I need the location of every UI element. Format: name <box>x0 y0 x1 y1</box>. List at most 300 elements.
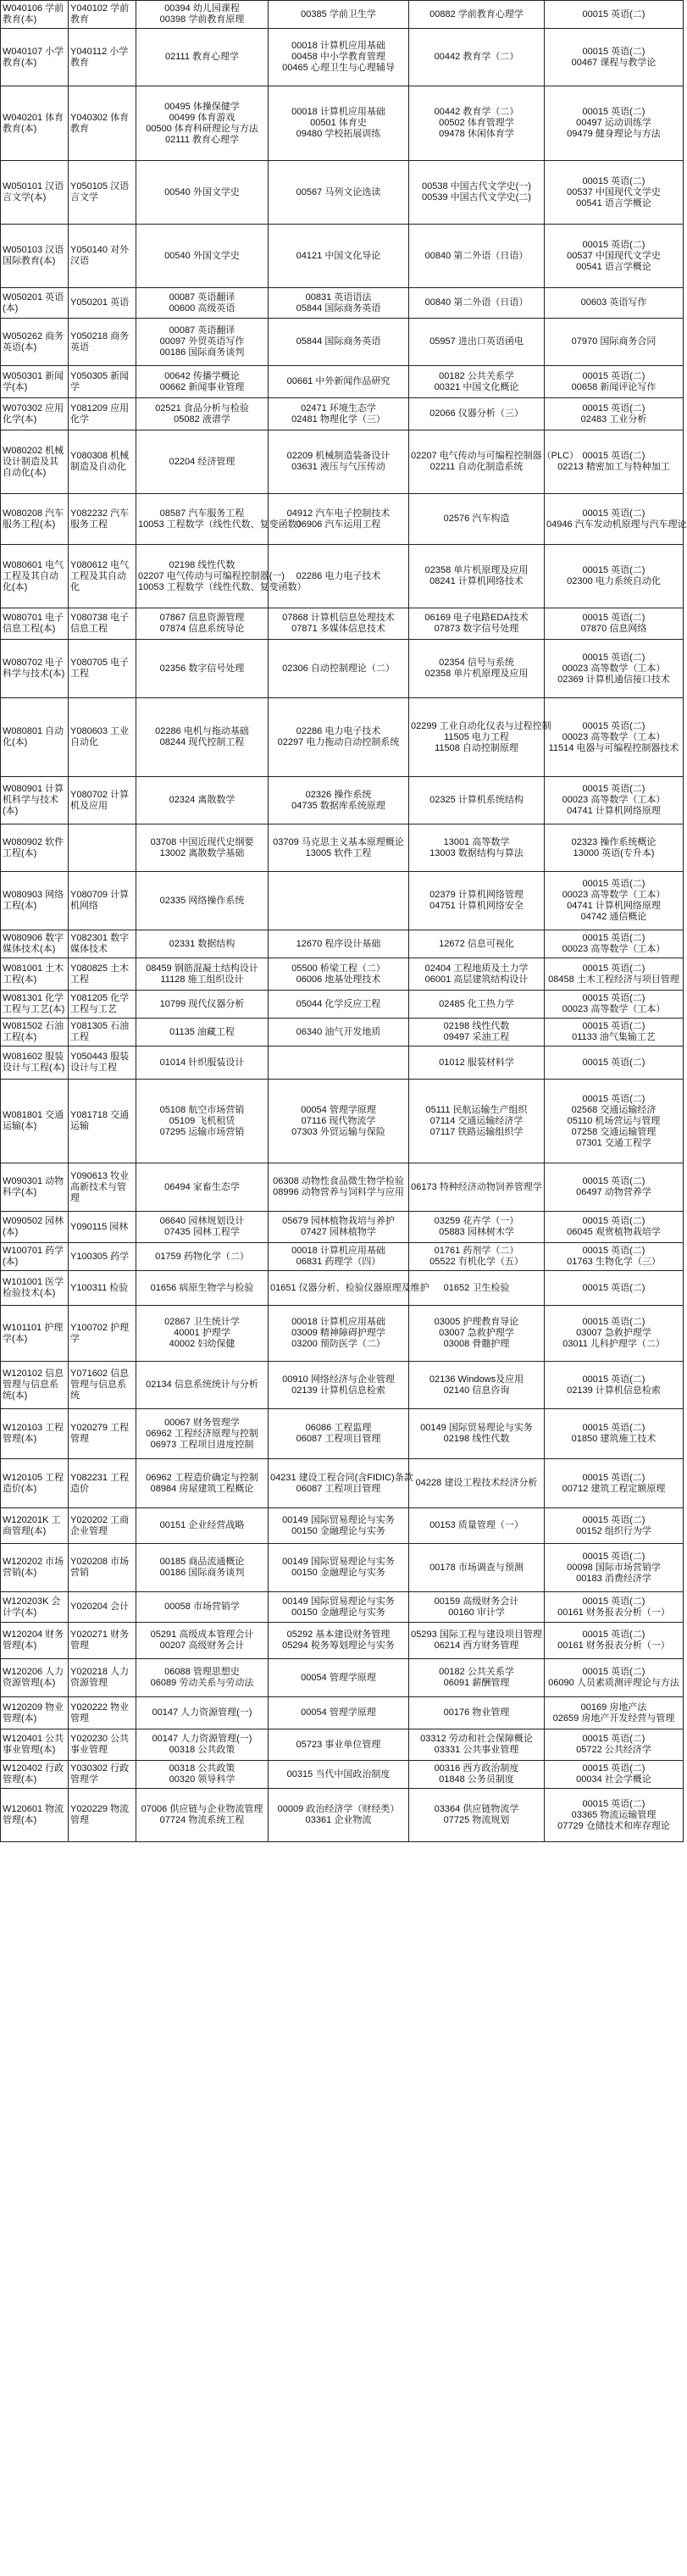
course-item: 00087 英语翻译 <box>169 291 235 303</box>
course-item: 00160 审计学 <box>448 1607 505 1618</box>
course-cell <box>409 288 545 319</box>
major-name-cell: W120201K 工商管理(本) <box>1 1508 69 1544</box>
major-name-cell: W080902 软件工程(本) <box>1 824 69 872</box>
course-cell <box>269 1729 409 1761</box>
course-cell <box>409 545 545 608</box>
course-item: 06340 油气开发地质 <box>296 1026 381 1037</box>
major-name-cell: W081001 土木工程(本) <box>1 958 69 991</box>
course-item: 00465 心理卫生与心理辅导 <box>282 63 395 73</box>
course-cell <box>545 494 687 545</box>
course-cell <box>136 1019 269 1046</box>
course-cell <box>136 640 269 698</box>
course-cell <box>545 1212 684 1243</box>
course-cell <box>269 545 409 608</box>
course-item: 01652 卫生检验 <box>443 1282 510 1293</box>
course-cell <box>545 29 684 86</box>
course-item: 00015 英语(二) <box>582 1021 645 1031</box>
course-item: 00541 语言学概论 <box>576 261 651 272</box>
table-row <box>1 991 684 1019</box>
course-item: 10053 工程数学（线性代数、复变函数） <box>138 581 307 592</box>
course-item: 03312 劳动和社会保障概论 <box>420 1734 533 1744</box>
course-cell <box>269 958 409 991</box>
course-item: 00207 高级财务会计 <box>159 1641 245 1651</box>
course-item: 06497 动物营养学 <box>576 1187 651 1197</box>
source-major-cell: Y080308 机械制造及自动化 <box>69 430 136 494</box>
course-item: 00882 学前教育心理学 <box>429 8 524 19</box>
course-item: 07867 信息资源管理 <box>159 613 245 623</box>
course-cell <box>409 1544 545 1592</box>
course-item: 09497 采油工程 <box>443 1032 510 1042</box>
course-item: 02404 工程地质及土力学 <box>424 963 529 974</box>
course-cell <box>409 319 545 366</box>
course-item: 02521 食品分析与检验 <box>155 402 249 414</box>
course-cell <box>545 1592 684 1623</box>
course-cell <box>269 1212 409 1243</box>
source-major-cell: Y071602 信息管理与信息系统 <box>69 1362 136 1409</box>
course-item: 00600 高级英语 <box>169 303 235 314</box>
source-major-cell <box>69 824 136 872</box>
course-item: 00385 学前卫生学 <box>301 8 376 19</box>
course-item: 02209 机械制造装备设计 <box>286 451 391 461</box>
course-item: 00054 管理学原理 <box>301 1104 376 1115</box>
course-item: 06973 工程项目进度控制 <box>150 1439 254 1450</box>
table-row <box>1 1080 684 1163</box>
course-item: 00185 商品流通概论 <box>159 1557 245 1567</box>
major-name-cell: W040201 体育教育(本) <box>1 86 69 161</box>
course-item: 00023 高等数学（工本） <box>562 890 666 900</box>
source-major-cell: Y082301 数字媒体技术 <box>69 930 136 958</box>
course-cell <box>269 1163 409 1212</box>
course-cell <box>545 1163 684 1212</box>
course-cell <box>545 1409 684 1459</box>
course-cell <box>545 991 684 1019</box>
source-major-cell: Y050105 汉语言文学 <box>69 161 136 225</box>
course-item: 07295 运输市场营销 <box>159 1126 245 1137</box>
course-item: 40001 护理学 <box>174 1328 230 1338</box>
course-item: 11514 电器与可编程控制器技术 <box>548 742 679 753</box>
course-item: 00182 公共关系学 <box>439 1667 514 1677</box>
course-cell <box>409 824 545 872</box>
course-cell <box>409 1362 545 1409</box>
source-major-cell: Y082232 汽车服务工程 <box>69 494 136 545</box>
course-cell <box>136 824 269 872</box>
major-name-cell: W120206 人力资源管理(本) <box>1 1659 69 1697</box>
course-item: 00015 英语(二) <box>582 1734 645 1744</box>
course-item: 00186 国际商务谈判 <box>159 1568 245 1578</box>
course-item: 00394 幼儿园课程 <box>164 3 240 14</box>
course-cell <box>136 1212 269 1243</box>
course-cell <box>545 698 684 777</box>
course-item: 02134 信息系统统计与分析 <box>146 1380 258 1390</box>
course-cell <box>409 1 545 29</box>
course-item: 04228 建设工程技术经济分析 <box>415 1478 538 1488</box>
course-cell <box>545 1659 684 1697</box>
course-item: 00152 组织行为学 <box>576 1525 651 1536</box>
course-cell <box>545 288 684 319</box>
course-item: 07874 信息系统导论 <box>159 624 245 634</box>
course-item: 00541 语言学概论 <box>576 197 651 208</box>
course-item: 03365 物流运输管理 <box>571 1809 657 1820</box>
course-item: 00500 体育科研理论与方法 <box>146 123 258 134</box>
course-item: 03331 公共事业管理 <box>434 1745 519 1755</box>
source-major-cell: Y030302 行政管理学 <box>69 1761 136 1789</box>
course-item: 00321 中国文化概论 <box>434 381 519 392</box>
course-item: 00018 计算机应用基础 <box>291 41 385 51</box>
course-item: 00567 马列文论选读 <box>296 186 381 197</box>
course-cell <box>409 1729 545 1761</box>
course-item: 00015 英语(二) <box>582 1667 645 1677</box>
course-item: 00501 体育史 <box>310 118 367 128</box>
course-cell <box>136 1508 269 1544</box>
course-item: 02576 汽车构造 <box>443 514 510 524</box>
course-item: 00178 市场调查与预测 <box>429 1562 524 1573</box>
course-cell <box>269 1789 409 1842</box>
course-item: 00015 英语(二) <box>582 1551 645 1562</box>
course-cell <box>545 1 684 29</box>
course-item: 00018 计算机应用基础 <box>291 1246 385 1256</box>
course-cell <box>545 1544 684 1592</box>
course-item: 01761 药剂学（二） <box>434 1246 519 1256</box>
table-row <box>1 225 684 288</box>
course-cell <box>409 1080 545 1163</box>
course-item: 00150 金融理论与实务 <box>291 1607 385 1618</box>
course-item: 00015 英语(二) <box>582 451 645 461</box>
course-item: 00023 高等数学（工本） <box>562 663 666 674</box>
course-item: 03009 精神障碍护理学 <box>291 1328 385 1338</box>
course-item: 00169 房地产法 <box>580 1702 647 1713</box>
course-cell <box>136 86 269 161</box>
course-item: 05957 进出口英语函电 <box>429 336 524 347</box>
source-major-cell: Y081718 交通运输 <box>69 1080 136 1163</box>
source-major-cell: Y090613 牧业高新技术与管理 <box>69 1163 136 1212</box>
course-item: 02140 信息咨询 <box>443 1385 510 1396</box>
course-item: 07724 物流系统工程 <box>159 1815 245 1825</box>
course-cell <box>409 698 551 777</box>
course-item: 00183 消费经济学 <box>576 1573 651 1584</box>
course-item: 00318 公共政策 <box>169 1745 235 1755</box>
course-item: 05679 园林植物栽培与养护 <box>282 1216 395 1226</box>
course-item: 10799 现代仪器分析 <box>159 998 245 1009</box>
course-cell <box>136 1306 269 1362</box>
table-row <box>1 1459 684 1508</box>
course-item: 00153 质量管理（一） <box>429 1520 524 1530</box>
course-item: 02335 网络操作系统 <box>159 895 245 906</box>
course-item: 00910 网络经济与企业管理 <box>282 1374 395 1385</box>
course-item: 00540 外国文学史 <box>164 250 240 261</box>
course-item: 11128 施工组织设计 <box>160 974 244 985</box>
source-major-cell: Y080705 电子工程 <box>69 640 136 698</box>
source-major-cell: Y020202 工商企业管理 <box>69 1508 136 1544</box>
major-name-cell: W080202 机械设计制造及其自动化(本) <box>1 430 69 494</box>
course-item: 07301 交通工程学 <box>576 1137 651 1148</box>
course-cell <box>269 288 409 319</box>
course-item: 07725 物流规划 <box>443 1815 510 1825</box>
major-name-cell: W120103 工程管理(本) <box>1 1409 69 1459</box>
course-item: 00015 英语(二) <box>582 1629 645 1640</box>
course-item: 08244 现代控制工程 <box>159 737 245 747</box>
course-cell <box>409 29 545 86</box>
source-major-cell: Y050201 英语 <box>69 288 136 319</box>
course-item: 02471 环境生态学 <box>301 402 376 414</box>
source-major-cell: Y100311 检验 <box>69 1271 136 1306</box>
course-item: 02286 电机与拖动基础 <box>155 726 249 736</box>
course-item: 09480 学校拓展训练 <box>296 129 381 139</box>
table-body <box>1 1 687 1842</box>
major-name-cell: W090502 园林(本) <box>1 1212 69 1243</box>
course-cell <box>136 1697 269 1729</box>
major-name-cell: W120402 行政管理(本) <box>1 1761 69 1789</box>
course-item: 04912 汽车电子控制技术 <box>286 508 391 519</box>
course-item: 00015 英语(二) <box>582 879 645 889</box>
course-item: 00015 英语(二) <box>582 8 645 19</box>
course-cell <box>269 1019 409 1046</box>
course-cell <box>269 1544 409 1592</box>
table-row <box>1 1163 684 1212</box>
course-item: 00537 中国现代文学史 <box>567 250 661 261</box>
course-item: 07970 国际商务合同 <box>571 336 657 347</box>
course-cell <box>269 640 409 698</box>
course-cell <box>269 698 409 777</box>
course-item: 06214 西方财务管理 <box>434 1641 519 1651</box>
major-name-cell: W120209 物业管理(本) <box>1 1697 69 1729</box>
course-cell <box>545 1243 684 1271</box>
course-cell <box>409 1789 545 1842</box>
course-cell <box>269 1080 409 1163</box>
table-row <box>1 86 684 161</box>
course-cell <box>269 1459 413 1508</box>
course-item: 00539 中国古代文学史(二) <box>422 192 531 203</box>
course-item: 02198 线性代数 <box>169 559 235 570</box>
course-item: 06089 劳动关系与劳动法 <box>150 1678 254 1688</box>
major-name-cell: W101101 护理学(本) <box>1 1306 69 1362</box>
course-cell <box>136 1659 269 1697</box>
major-name-cell: W080801 自动化(本) <box>1 698 69 777</box>
course-item: 06962 工程经济原理与控制 <box>146 1428 258 1439</box>
course-item: 00015 英语(二) <box>582 613 645 623</box>
course-item: 00015 英语(二) <box>582 1514 645 1525</box>
course-item: 07870 信息网络 <box>580 624 647 634</box>
course-item: 00320 领导科学 <box>169 1774 235 1785</box>
course-item: 03709 马克思主义基本原理概论 <box>273 836 404 847</box>
course-item: 06169 电子电路EDA技术 <box>424 613 529 623</box>
course-item: 10053 工程数学（线性代数、复变函数） <box>138 519 307 530</box>
table-row <box>1 1697 684 1729</box>
course-item: 02358 单片机原理及应用 <box>424 669 529 679</box>
course-item: 09479 健身理论与方法 <box>567 129 661 139</box>
course-cell <box>136 872 269 930</box>
source-major-cell: Y020271 财务管理 <box>69 1623 136 1659</box>
course-item: 40002 妇幼保健 <box>169 1339 235 1349</box>
course-cell <box>269 1046 409 1080</box>
course-cell <box>409 1163 545 1212</box>
course-item: 04231 建设工程合同(含FIDIC)条款 <box>270 1472 413 1483</box>
course-item: 07427 园林植物学 <box>301 1227 376 1237</box>
table-row <box>1 366 684 398</box>
course-item: 00015 英语(二) <box>582 1176 645 1186</box>
course-cell <box>136 1761 269 1789</box>
course-cell <box>269 991 409 1019</box>
course-item: 00098 国际市场营销学 <box>567 1562 661 1573</box>
source-major-cell: Y020279 工程管理 <box>69 1409 136 1459</box>
course-item: 02323 操作系统概论 <box>571 836 657 847</box>
course-item: 00149 国际贸易理论与实务 <box>282 1596 395 1607</box>
course-cell <box>409 1508 545 1544</box>
table-row <box>1 608 684 640</box>
course-item: 00147 人力资源管理(一) <box>152 1707 252 1718</box>
course-item: 00458 中小学教育管理 <box>291 52 385 62</box>
course-item: 06006 地基处理技术 <box>296 974 381 985</box>
major-name-cell: W120202 市场营销(本) <box>1 1544 69 1592</box>
course-item: 06494 家畜生态学 <box>164 1181 240 1192</box>
course-item: 04751 计算机网络安全 <box>429 901 524 911</box>
course-item: 12672 信息可视化 <box>439 938 514 949</box>
table-row <box>1 824 684 872</box>
course-item: 00603 英语写作 <box>580 297 647 308</box>
course-item: 00067 财务管理学 <box>164 1417 240 1428</box>
major-name-cell: W040106 学前教育(本) <box>1 1 69 29</box>
course-cell <box>545 366 684 398</box>
course-item: 05293 国际工程与建设项目管理 <box>411 1629 542 1640</box>
course-item: 03708 中国近现代史纲要 <box>150 836 254 847</box>
course-cell <box>269 319 409 366</box>
course-cell <box>136 1544 269 1592</box>
course-item: 05291 高级成本管理会计 <box>150 1629 254 1640</box>
course-cell <box>409 1046 545 1080</box>
course-item: 05294 税务筹划理论与实务 <box>282 1641 395 1651</box>
table-row <box>1 1409 684 1459</box>
major-name-cell: W120105 工程造价(本) <box>1 1459 69 1508</box>
course-item: 01135 油藏工程 <box>169 1026 235 1037</box>
source-major-cell: Y020204 会计 <box>69 1592 136 1623</box>
course-cell <box>545 161 684 225</box>
course-cell <box>545 824 684 872</box>
course-item: 11505 电力工程 <box>444 731 509 742</box>
course-item: 00015 英语(二) <box>582 1317 645 1327</box>
course-item: 01014 针织服装设计 <box>159 1057 245 1068</box>
course-item: 02483 工业分析 <box>580 414 647 425</box>
major-name-cell: W090301 动物科学(本) <box>1 1163 69 1212</box>
course-cell <box>136 1623 269 1659</box>
course-item: 00150 金融理论与实务 <box>291 1568 385 1578</box>
course-cell <box>136 958 269 991</box>
course-item: 00658 新闻评论写作 <box>571 381 657 392</box>
course-item: 01133 油气集输工艺 <box>572 1032 656 1042</box>
course-item: 07006 供应链与企业物流管理 <box>141 1804 263 1814</box>
major-name-cell: W120102 信息管理与信息系统(本) <box>1 1362 69 1409</box>
course-item: 06086 工程监理 <box>305 1423 372 1433</box>
course-item: 00054 管理学原理 <box>301 1707 376 1718</box>
course-cell <box>545 319 684 366</box>
course-item: 06087 工程项目管理 <box>296 1434 381 1444</box>
source-major-cell: Y040112 小学教育 <box>69 29 136 86</box>
table-row <box>1 1 684 29</box>
course-item: 05844 国际商务英语 <box>296 336 381 347</box>
course-item: 07729 仓储技术和库存理论 <box>557 1820 670 1831</box>
course-item: 02211 自动化制造系统 <box>429 462 524 472</box>
major-name-cell: W050201 英语(本) <box>1 288 69 319</box>
course-cell <box>545 545 684 608</box>
course-item: 00015 英语(二) <box>582 239 645 250</box>
course-item: 12670 程序设计基础 <box>296 938 381 949</box>
course-item: 02485 化工热力学 <box>439 998 514 1009</box>
course-cell <box>545 1697 684 1729</box>
course-cell <box>136 1362 269 1409</box>
course-cell <box>269 1592 409 1623</box>
major-name-cell: W081502 石油工程(本) <box>1 1019 69 1046</box>
course-item: 06090 人员素质测评理论与方法 <box>548 1678 679 1688</box>
course-cell <box>545 958 684 991</box>
table-row <box>1 1544 684 1592</box>
table-row <box>1 1271 684 1306</box>
course-cell <box>409 1659 545 1697</box>
course-item: 00186 国际商务谈判 <box>159 347 245 358</box>
course-item: 02297 电力拖动自动控制系统 <box>277 737 400 747</box>
course-item: 07258 交通运输管理 <box>571 1126 657 1137</box>
course-cell <box>409 1623 545 1659</box>
course-item: 00538 中国古代文学史(一) <box>422 181 531 192</box>
course-item: 00442 教育学（二） <box>434 107 519 117</box>
course-item: 00642 传播学概论 <box>164 370 240 381</box>
course-cell <box>269 824 409 872</box>
course-cell <box>409 1409 545 1459</box>
course-cell <box>409 161 545 225</box>
course-item: 05044 化学反应工程 <box>296 998 381 1009</box>
course-item: 05111 民航运输生产组织 <box>425 1104 528 1115</box>
course-item: 00840 第二外语（日语） <box>424 250 529 261</box>
course-cell <box>409 1243 545 1271</box>
course-item: 00495 体操保健学 <box>164 101 240 112</box>
course-item: 13005 软件工程 <box>305 847 372 858</box>
course-cell <box>136 1409 269 1459</box>
course-item: 06173 特种经济动物饲养管理学 <box>411 1181 542 1192</box>
major-name-cell: W081602 服装设计与工程(本) <box>1 1046 69 1080</box>
major-name-cell: W050301 新闻学(本) <box>1 366 69 398</box>
course-cell <box>409 930 545 958</box>
source-major-cell: Y050218 商务英语 <box>69 319 136 366</box>
course-item: 00661 中外新闻作品研究 <box>286 376 391 386</box>
course-item: 02324 离散数学 <box>169 795 235 805</box>
course-item: 00499 体育游戏 <box>169 112 235 123</box>
source-major-cell: Y081209 应用化学 <box>69 398 136 430</box>
course-cell <box>269 1659 409 1697</box>
course-item: 02139 计算机信息检索 <box>291 1385 385 1396</box>
course-item: 02325 计算机系统结构 <box>429 795 524 805</box>
course-cell <box>136 930 269 958</box>
course-item: 03005 护理教育导论 <box>434 1317 519 1327</box>
source-major-cell: Y081205 化学工程与工艺 <box>69 991 136 1019</box>
table-row <box>1 1019 684 1046</box>
course-cell <box>136 608 269 640</box>
course-cell <box>545 1508 684 1544</box>
course-item: 01012 服装材料学 <box>439 1057 514 1068</box>
course-item: 00015 英语(二) <box>582 720 645 731</box>
course-item: 06640 园林规划设计 <box>159 1216 245 1226</box>
course-item: 00318 公共政策 <box>169 1763 235 1774</box>
course-item: 06001 高层建筑结构设计 <box>424 974 529 985</box>
course-item: 02354 信号与系统 <box>439 658 514 668</box>
course-item: 02369 计算机通信接口技术 <box>557 674 670 685</box>
course-item: 00151 企业经营战略 <box>159 1520 245 1530</box>
course-cell <box>545 608 684 640</box>
course-item: 02331 数据结构 <box>169 938 235 949</box>
course-item: 00712 建筑工程定额原理 <box>562 1483 666 1494</box>
table-row <box>1 1623 684 1659</box>
major-name-cell: W050101 汉语言文学(本) <box>1 161 69 225</box>
course-cell <box>409 1459 545 1508</box>
course-cell <box>545 777 684 824</box>
course-item: 01763 生物化学（三） <box>567 1257 661 1267</box>
course-cell <box>545 930 684 958</box>
